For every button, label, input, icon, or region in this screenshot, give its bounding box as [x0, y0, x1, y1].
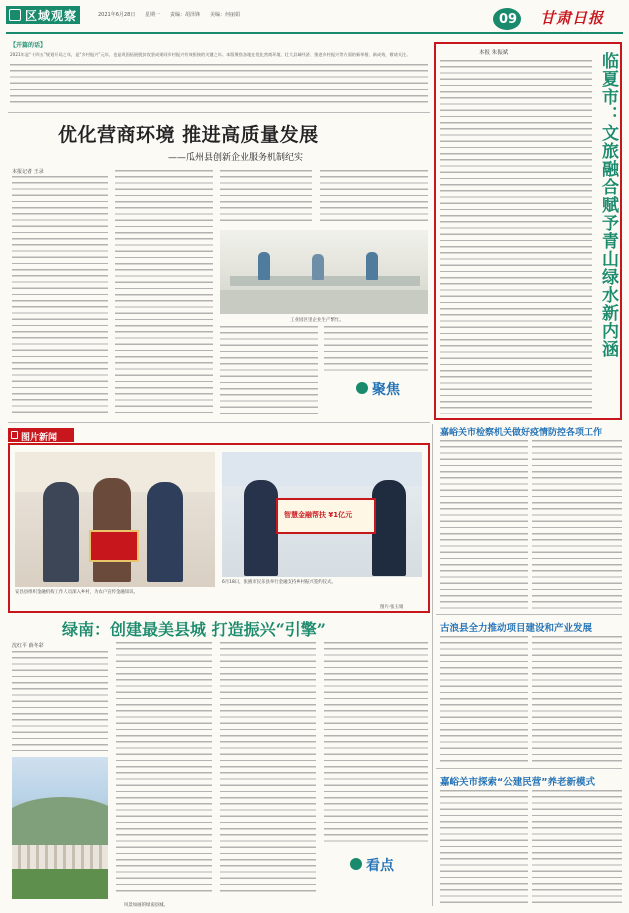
- lead-col-3: [220, 170, 312, 226]
- masthead-rule: [6, 32, 623, 34]
- editor: 责编：胡泽锋: [170, 12, 201, 18]
- photo-right-check-text: 智慧金融帮扶 ¥1亿元: [284, 511, 353, 519]
- lead-bottom-rule: [8, 422, 430, 423]
- kandian-dot: [350, 858, 362, 870]
- lead-col-2: [115, 170, 213, 416]
- photo-right-person: [244, 480, 278, 576]
- lvmao-col-1: [12, 651, 108, 751]
- landscape-photo: [12, 757, 108, 899]
- lead-title: 优化营商环境 推进高质量发展: [58, 124, 319, 146]
- photo-worker: [366, 252, 378, 280]
- photo-left-caption: 安昌县组织金融机构工作人员深入乡村，为农户宣传金融知识。: [15, 590, 138, 595]
- lead-col-5: [220, 326, 318, 416]
- gulang-col-2: [532, 636, 622, 764]
- photo-left-person: [43, 482, 79, 582]
- lead-byline: 本报记者 王录: [12, 169, 44, 175]
- intro-text: 2021年是“十四五”规划开局之年，是“乡村振兴”元年，也是巩固拓展脱贫攻坚成果同乡村振兴有效衔接的关键之年。本版聚焦各地在优化营商环境、壮大县域经济、推进乡村振兴等方面的新举措、新成效，敬请关注。: [10, 52, 411, 57]
- landscape-mountain: [12, 797, 108, 847]
- intro-divider: [8, 112, 430, 113]
- factory-photo: [220, 230, 428, 314]
- paper-logo: 甘肃日报: [540, 9, 605, 27]
- gongyi-col-1: [440, 790, 528, 906]
- masthead: [0, 0, 629, 30]
- landscape-field: [12, 869, 108, 899]
- photo-worker: [312, 254, 324, 280]
- lvmao-byline: 沈红平 薛冬彩: [12, 643, 44, 649]
- photo-left-person: [147, 482, 183, 582]
- gongyi-rule: [436, 768, 622, 769]
- photo-news-credit: 图片·张玉娟: [380, 605, 404, 610]
- gulang-col-1: [440, 636, 528, 764]
- lvmao-col-4: [324, 642, 428, 842]
- section-title: 区域观察: [25, 9, 78, 23]
- factory-photo-caption: 工业园区里企业生产繁忙。: [290, 318, 344, 323]
- landscape-caption: 风景如画的绿南县城。: [124, 903, 168, 908]
- lead-subtitle: ——瓜州县创新企业服务机制纪实: [168, 153, 304, 163]
- section-icon: [9, 9, 21, 21]
- kandian-label: 看点: [366, 858, 394, 874]
- lvmao-col-2: [116, 642, 212, 896]
- right-divider: [432, 424, 433, 906]
- photo-right-person: [372, 480, 406, 576]
- photo-left: [15, 452, 215, 587]
- intro-lines: [10, 64, 428, 106]
- lead-col-1: [12, 176, 108, 416]
- gulang-title: 古浪县全力推动项目建设和产业发展: [440, 623, 593, 634]
- photo-right-caption: 6月18日，张掖市民乐县举行金融支持乡村振兴签约仪式。: [222, 580, 336, 585]
- photo-news-icon: [11, 431, 18, 439]
- jujiao-dot: [356, 382, 368, 394]
- gongyi-title: 嘉峪关市探索“公建民营”养老新模式: [440, 777, 595, 788]
- page-number: 09: [499, 12, 518, 27]
- kandian-badge: [344, 852, 424, 878]
- designer: 美编：何丽娟: [210, 12, 241, 18]
- sidebar-text-1: [440, 60, 592, 414]
- fire-col-1: [440, 440, 528, 612]
- weekday: 星期一: [145, 12, 161, 18]
- photo-floor: [220, 290, 428, 314]
- lvmao-title: 绿南：创建最美县城 打造振兴“引擎”: [62, 620, 326, 639]
- photo-right: [222, 452, 422, 577]
- jujiao-label: 聚焦: [372, 382, 400, 398]
- fire-col-2: [532, 440, 622, 612]
- fire-title: 嘉峪关市检察机关做好疫情防控各项工作: [440, 428, 603, 438]
- photo-left-certificate: [89, 530, 139, 562]
- jujiao-badge: [350, 376, 420, 402]
- lvmao-col-3: [220, 642, 316, 896]
- sidebar-title: 临夏市：文旅融合赋予青山绿水新内涵: [598, 52, 618, 358]
- lead-col-4: [320, 170, 428, 226]
- photo-worker: [258, 252, 270, 280]
- lead-col-6: [324, 326, 428, 372]
- kaiban-label: 【开篇的话】: [10, 42, 47, 49]
- issue-date: 2021年6月28日: [98, 12, 136, 18]
- gulang-rule: [436, 614, 622, 615]
- gongyi-col-2: [532, 790, 622, 906]
- photo-news-label: 图片新闻: [21, 433, 58, 443]
- sidebar-byline: 本报 朱振斌: [479, 50, 509, 56]
- landscape-town: [12, 845, 108, 869]
